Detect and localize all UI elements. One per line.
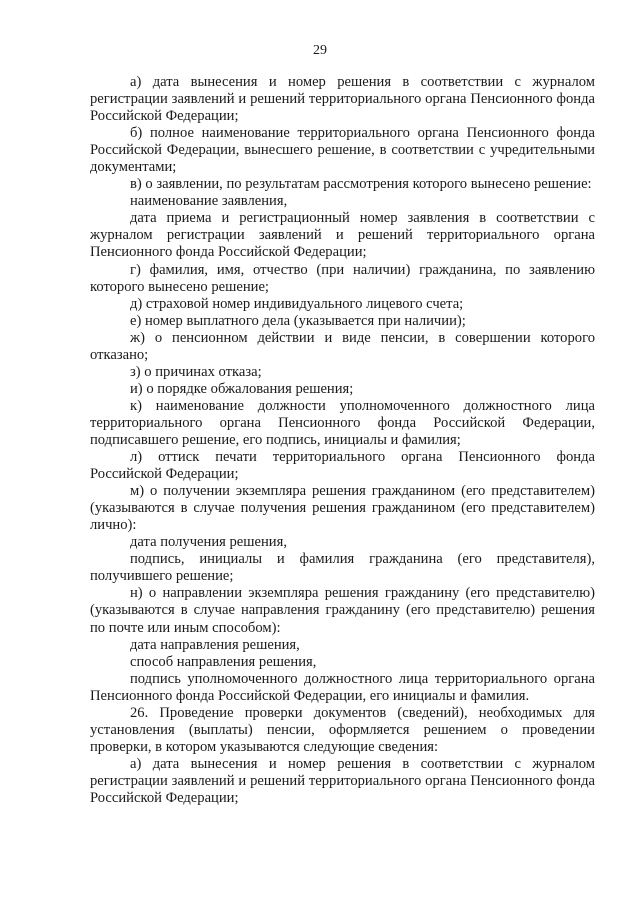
- paragraph-sending-date: дата направления решения,: [130, 636, 300, 653]
- paragraph-sending-method: способ направления решения,: [130, 653, 317, 670]
- paragraph-i-appeal-procedure: и) о порядке обжалования решения;: [130, 380, 354, 397]
- paragraph-official-signature: подпись уполномоченного должностного лица территориального органа Пенсионного фонда Российской Федерации, его инициалы и фамилия.: [90, 670, 595, 704]
- paragraph-m-receipt: м) о получении экземпляра решения гражданином (его представителем) (указываются в случае получения решения гражданином (его представителем) лично):: [90, 483, 595, 534]
- paragraph-d-snils: д) страховой номер индивидуального лицевого счета;: [130, 295, 464, 312]
- document-body: [90, 74, 595, 807]
- paragraph-l-seal: л) оттиск печати территориального органа Пенсионного фонда Российской Федерации;: [90, 449, 595, 483]
- paragraph-receipt-signature: подпись, инициалы и фамилия гражданина (его представителя), получившего решение;: [90, 551, 595, 585]
- paragraph-b-organ-name: б) полное наименование территориального органа Пенсионного фонда Российской Федерации, вынесшего решение, в соответствии с учредительными документами;: [90, 125, 595, 176]
- page-number: 29: [313, 43, 327, 58]
- paragraph-application-name: наименование заявления,: [130, 193, 288, 210]
- paragraph-a-verification-date: а) дата вынесения и номер решения в соответствии с журналом регистрации заявлений и решений территориального органа Пенсионного фонда Российской Федерации;: [90, 755, 595, 806]
- paragraph-n-sending: н) о направлении экземпляра решения гражданину (его представителю) (указываются в случае направления гражданину (его представителю) решения по почте или иным способом):: [90, 585, 595, 636]
- paragraph-z-refusal-reasons: з) о причинах отказа;: [130, 363, 262, 380]
- paragraph-g-citizen-name: г) фамилия, имя, отчество (при наличии) гражданина, по заявлению которого вынесено решение;: [90, 261, 595, 295]
- paragraph-e-case-number: е) номер выплатного дела (указывается при наличии);: [130, 312, 466, 329]
- paragraph-26-verification: 26. Проведение проверки документов (сведений), необходимых для установления (выплаты) пенсии, оформляется решением о проведении проверки, в котором указываются следующие сведения:: [90, 704, 595, 755]
- paragraph-application-date: дата приема и регистрационный номер заявления в соответствии с журналом регистрации заявлений и решений территориального органа Пенсионного фонда Российской Федерации;: [90, 210, 595, 261]
- paragraph-zh-pension-action: ж) о пенсионном действии и виде пенсии, в совершении которого отказано;: [90, 329, 595, 363]
- paragraph-k-official-position: к) наименование должности уполномоченного должностного лица территориального органа Пенсионного фонда Российской Федерации, подписавшего решение, его подпись, инициалы и фамилия;: [90, 397, 595, 448]
- paragraph-a-decision-date: а) дата вынесения и номер решения в соответствии с журналом регистрации заявлений и решений территориального органа Пенсионного фонда Российской Федерации;: [90, 74, 595, 125]
- paragraph-v-application: в) о заявлении, по результатам рассмотрения которого вынесено решение:: [130, 176, 592, 193]
- paragraph-receipt-date: дата получения решения,: [130, 534, 287, 551]
